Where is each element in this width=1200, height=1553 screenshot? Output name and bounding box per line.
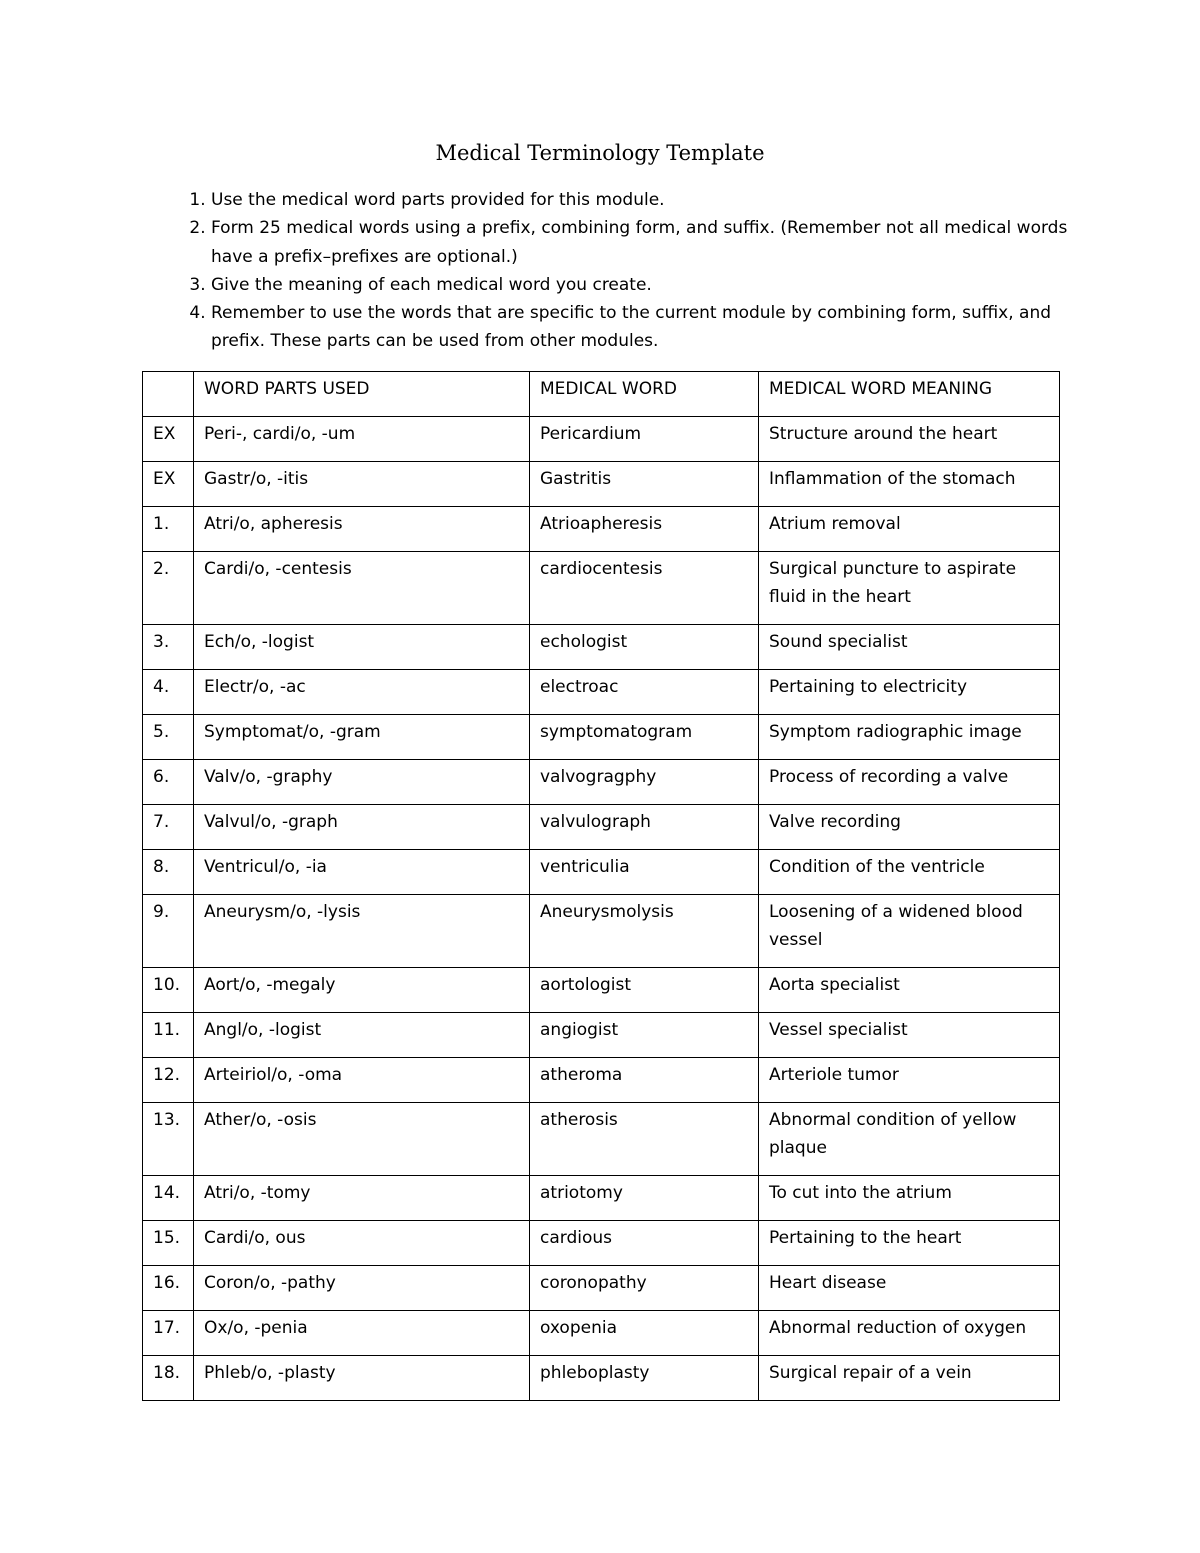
page-title: Medical Terminology Template (435, 141, 765, 165)
table-row (143, 462, 1060, 507)
table-row (143, 417, 1060, 462)
cell-meaning: Pertaining to the heart (759, 1221, 1060, 1266)
cell-word-parts: Aneurysm/o, -lysis (194, 895, 530, 968)
cell-medical-word: ventriculia (530, 850, 759, 895)
cell-index: 12. (143, 1058, 194, 1103)
cell-word-parts: Atri/o, apheresis (194, 507, 530, 552)
cell-medical-word: valvulograph (530, 805, 759, 850)
cell-medical-word: Gastritis (530, 462, 759, 507)
cell-medical-word: angiogist (530, 1013, 759, 1058)
cell-meaning: To cut into the atrium (759, 1176, 1060, 1221)
cell-word-parts: Cardi/o, -centesis (194, 552, 530, 625)
cell-meaning: Loosening of a widened blood vessel (759, 895, 1060, 968)
table-row (143, 552, 1060, 625)
cell-medical-word: phleboplasty (530, 1356, 759, 1401)
table-row (143, 507, 1060, 552)
cell-index: 2. (143, 552, 194, 625)
table-row (143, 1103, 1060, 1176)
cell-word-parts: Valv/o, -graphy (194, 760, 530, 805)
cell-meaning: Sound specialist (759, 625, 1060, 670)
cell-meaning: Surgical repair of a vein (759, 1356, 1060, 1401)
cell-meaning: Structure around the heart (759, 417, 1060, 462)
cell-word-parts: Phleb/o, -plasty (194, 1356, 530, 1401)
cell-word-parts: Symptomat/o, -gram (194, 715, 530, 760)
cell-medical-word: cardious (530, 1221, 759, 1266)
cell-meaning: Surgical puncture to aspirate fluid in the heart (759, 552, 1060, 625)
cell-word-parts: Valvul/o, -graph (194, 805, 530, 850)
cell-word-parts: Electr/o, -ac (194, 670, 530, 715)
cell-meaning: Process of recording a valve (759, 760, 1060, 805)
table-row (143, 968, 1060, 1013)
header-medical-word: MEDICAL WORD (530, 372, 759, 417)
cell-index: 8. (143, 850, 194, 895)
table-body (143, 417, 1060, 1401)
cell-word-parts: Coron/o, -pathy (194, 1266, 530, 1311)
cell-medical-word: Aneurysmolysis (530, 895, 759, 968)
header-index (143, 372, 194, 417)
cell-medical-word: coronopathy (530, 1266, 759, 1311)
cell-index: 11. (143, 1013, 194, 1058)
cell-medical-word: valvogragphy (530, 760, 759, 805)
cell-index: 15. (143, 1221, 194, 1266)
cell-meaning: Atrium removal (759, 507, 1060, 552)
cell-word-parts: Cardi/o, ous (194, 1221, 530, 1266)
cell-meaning: Symptom radiographic image (759, 715, 1060, 760)
cell-medical-word: Pericardium (530, 417, 759, 462)
table-row (143, 1058, 1060, 1103)
instruction-item: 3. Give the meaning of each medical word you create. (211, 271, 1091, 299)
cell-meaning: Condition of the ventricle (759, 850, 1060, 895)
cell-meaning: Inflammation of the stomach (759, 462, 1060, 507)
cell-meaning: Pertaining to electricity (759, 670, 1060, 715)
table-row (143, 670, 1060, 715)
cell-word-parts: Ventricul/o, -ia (194, 850, 530, 895)
table-row (143, 625, 1060, 670)
table-row (143, 895, 1060, 968)
cell-index: 4. (143, 670, 194, 715)
table-row (143, 805, 1060, 850)
cell-index: 6. (143, 760, 194, 805)
cell-index: 10. (143, 968, 194, 1013)
table-row (143, 760, 1060, 805)
cell-word-parts: Atri/o, -tomy (194, 1176, 530, 1221)
table-row (143, 1221, 1060, 1266)
instructions-list (172, 186, 1091, 356)
table-row (143, 1356, 1060, 1401)
cell-medical-word: echologist (530, 625, 759, 670)
cell-meaning: Aorta specialist (759, 968, 1060, 1013)
cell-medical-word: atriotomy (530, 1176, 759, 1221)
cell-index: 3. (143, 625, 194, 670)
cell-index: 9. (143, 895, 194, 968)
cell-meaning: Arteriole tumor (759, 1058, 1060, 1103)
cell-medical-word: atherosis (530, 1103, 759, 1176)
cell-word-parts: Gastr/o, -itis (194, 462, 530, 507)
cell-medical-word: Atrioapheresis (530, 507, 759, 552)
cell-index: 7. (143, 805, 194, 850)
cell-index: 5. (143, 715, 194, 760)
instruction-item: 4. Remember to use the words that are specific to the current module by combining form, suffix, and prefix. These parts can be used from other modules. (211, 299, 1091, 356)
table-header-row (143, 372, 1060, 417)
cell-word-parts: Ech/o, -logist (194, 625, 530, 670)
cell-medical-word: cardiocentesis (530, 552, 759, 625)
cell-word-parts: Arteiriol/o, -oma (194, 1058, 530, 1103)
cell-index: 17. (143, 1311, 194, 1356)
table-row (143, 715, 1060, 760)
cell-index: 18. (143, 1356, 194, 1401)
cell-meaning: Abnormal condition of yellow plaque (759, 1103, 1060, 1176)
cell-medical-word: oxopenia (530, 1311, 759, 1356)
cell-medical-word: aortologist (530, 968, 759, 1013)
cell-index: 14. (143, 1176, 194, 1221)
header-word-parts: WORD PARTS USED (194, 372, 530, 417)
cell-meaning: Abnormal reduction of oxygen (759, 1311, 1060, 1356)
cell-index: 1. (143, 507, 194, 552)
table-row (143, 850, 1060, 895)
cell-word-parts: Ather/o, -osis (194, 1103, 530, 1176)
cell-index: EX (143, 417, 194, 462)
table-row (143, 1176, 1060, 1221)
cell-word-parts: Peri-, cardi/o, -um (194, 417, 530, 462)
cell-medical-word: electroac (530, 670, 759, 715)
cell-meaning: Heart disease (759, 1266, 1060, 1311)
cell-index: 16. (143, 1266, 194, 1311)
table-row (143, 1311, 1060, 1356)
cell-medical-word: symptomatogram (530, 715, 759, 760)
cell-medical-word: atheroma (530, 1058, 759, 1103)
cell-word-parts: Aort/o, -megaly (194, 968, 530, 1013)
table-row (143, 1266, 1060, 1311)
cell-meaning: Valve recording (759, 805, 1060, 850)
terminology-table (142, 371, 1060, 1401)
cell-index: 13. (143, 1103, 194, 1176)
header-meaning: MEDICAL WORD MEANING (759, 372, 1060, 417)
instruction-item: 2. Form 25 medical words using a prefix, combining form, and suffix. (Remember not all medical words have a prefix–prefixes are optional.) (211, 214, 1091, 271)
table-row (143, 1013, 1060, 1058)
cell-word-parts: Angl/o, -logist (194, 1013, 530, 1058)
cell-index: EX (143, 462, 194, 507)
cell-meaning: Vessel specialist (759, 1013, 1060, 1058)
instruction-item: 1. Use the medical word parts provided for this module. (211, 186, 1091, 214)
cell-word-parts: Ox/o, -penia (194, 1311, 530, 1356)
